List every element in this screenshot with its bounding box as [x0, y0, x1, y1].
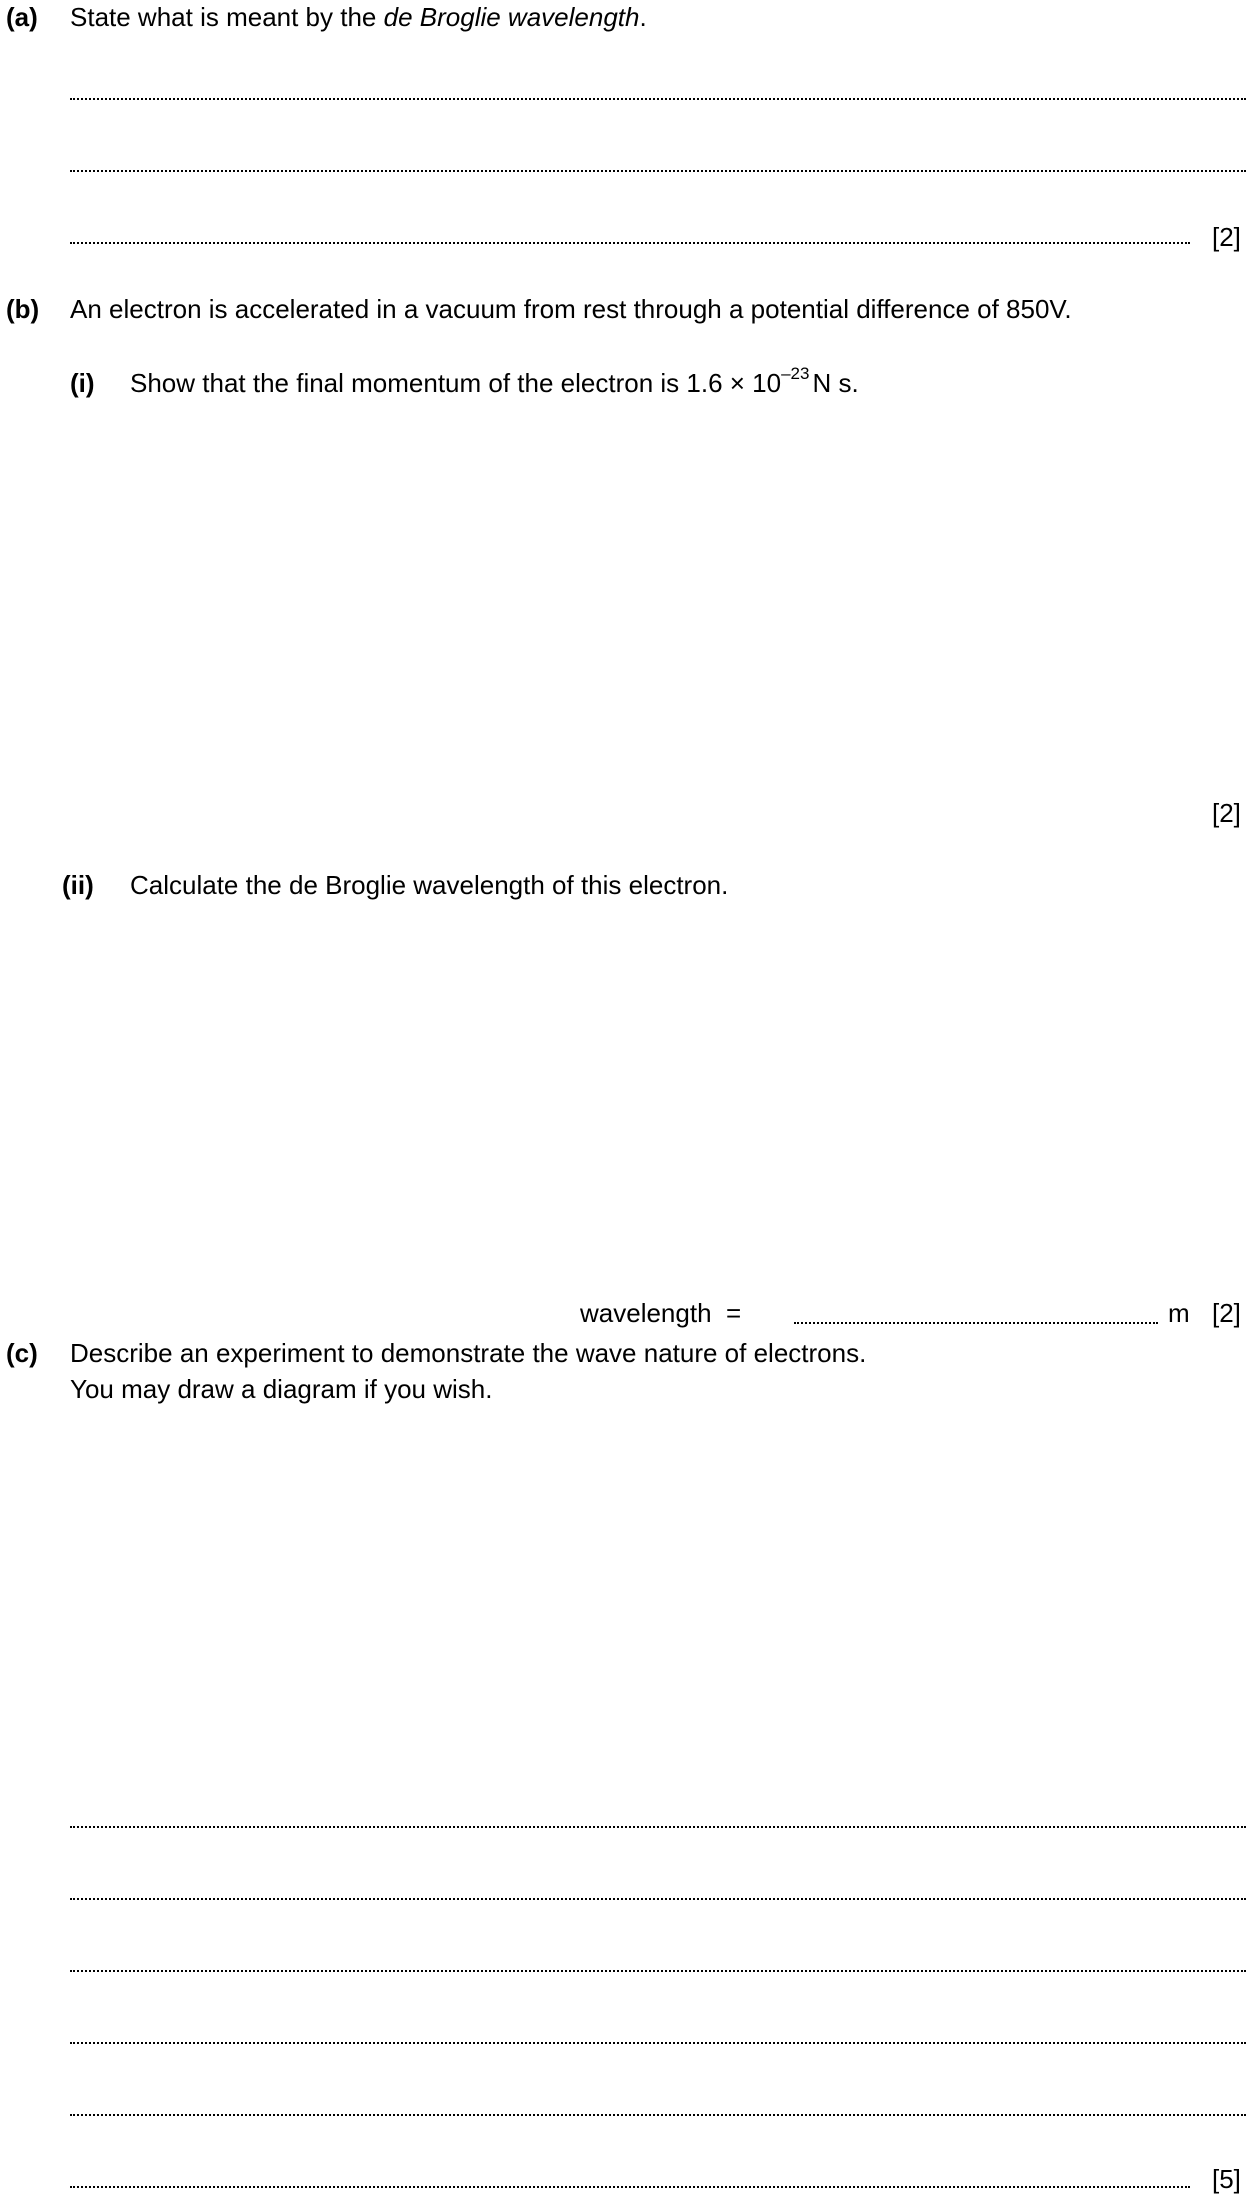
working-space-b-ii[interactable] [130, 920, 1240, 1280]
answer-line-a-3[interactable] [70, 242, 1190, 244]
marks-b-ii: [2] [1212, 1298, 1241, 1328]
answer-line-a-2[interactable] [70, 170, 1246, 172]
part-a-question [70, 2, 647, 33]
part-b-i-text-before: Show that the final momentum of the electron is 1.6 × 10 [130, 368, 782, 398]
diagram-space-c[interactable] [70, 1420, 1246, 1800]
part-b-i-question [130, 364, 859, 399]
answer-line-c-4[interactable] [70, 2042, 1246, 2044]
part-b-ii-question: Calculate the de Broglie wavelength of this electron. [130, 870, 729, 900]
wavelength-unit: m [1168, 1298, 1190, 1328]
part-a-text-before: State what is meant by the [70, 2, 384, 32]
part-a-text-italic: de Broglie wavelength [383, 2, 640, 32]
marks-b-i: [2] [1212, 798, 1241, 828]
answer-line-c-6[interactable] [70, 2186, 1190, 2188]
marks-c: [5] [1212, 2164, 1241, 2194]
answer-line-c-3[interactable] [70, 1970, 1246, 1972]
part-b-i-exponent: –23 [781, 364, 810, 383]
part-b-i-label: (i) [70, 368, 95, 398]
part-a-label: (a) [6, 2, 38, 32]
wavelength-answer-field[interactable] [794, 1322, 1158, 1324]
answer-line-c-2[interactable] [70, 1898, 1246, 1900]
answer-line-c-5[interactable] [70, 2114, 1246, 2116]
part-b-ii-label: (ii) [62, 870, 94, 900]
part-b-label: (b) [6, 294, 40, 324]
working-space-b-i[interactable] [130, 420, 1240, 780]
answer-line-c-1[interactable] [70, 1826, 1246, 1828]
part-a-text-after: . [639, 2, 647, 32]
part-b-i-text-after: N s. [812, 368, 859, 398]
marks-a: [2] [1212, 222, 1241, 252]
part-c-label: (c) [6, 1338, 38, 1368]
part-c-question-line1: Describe an experiment to demonstrate the wave nature of electrons. [70, 1338, 867, 1368]
part-b-question: An electron is accelerated in a vacuum from rest through a potential difference of 850V. [70, 294, 1072, 324]
wavelength-answer-label: wavelength = [580, 1298, 742, 1328]
part-c-question-line2: You may draw a diagram if you wish. [70, 1374, 493, 1404]
answer-line-a-1[interactable] [70, 98, 1246, 100]
